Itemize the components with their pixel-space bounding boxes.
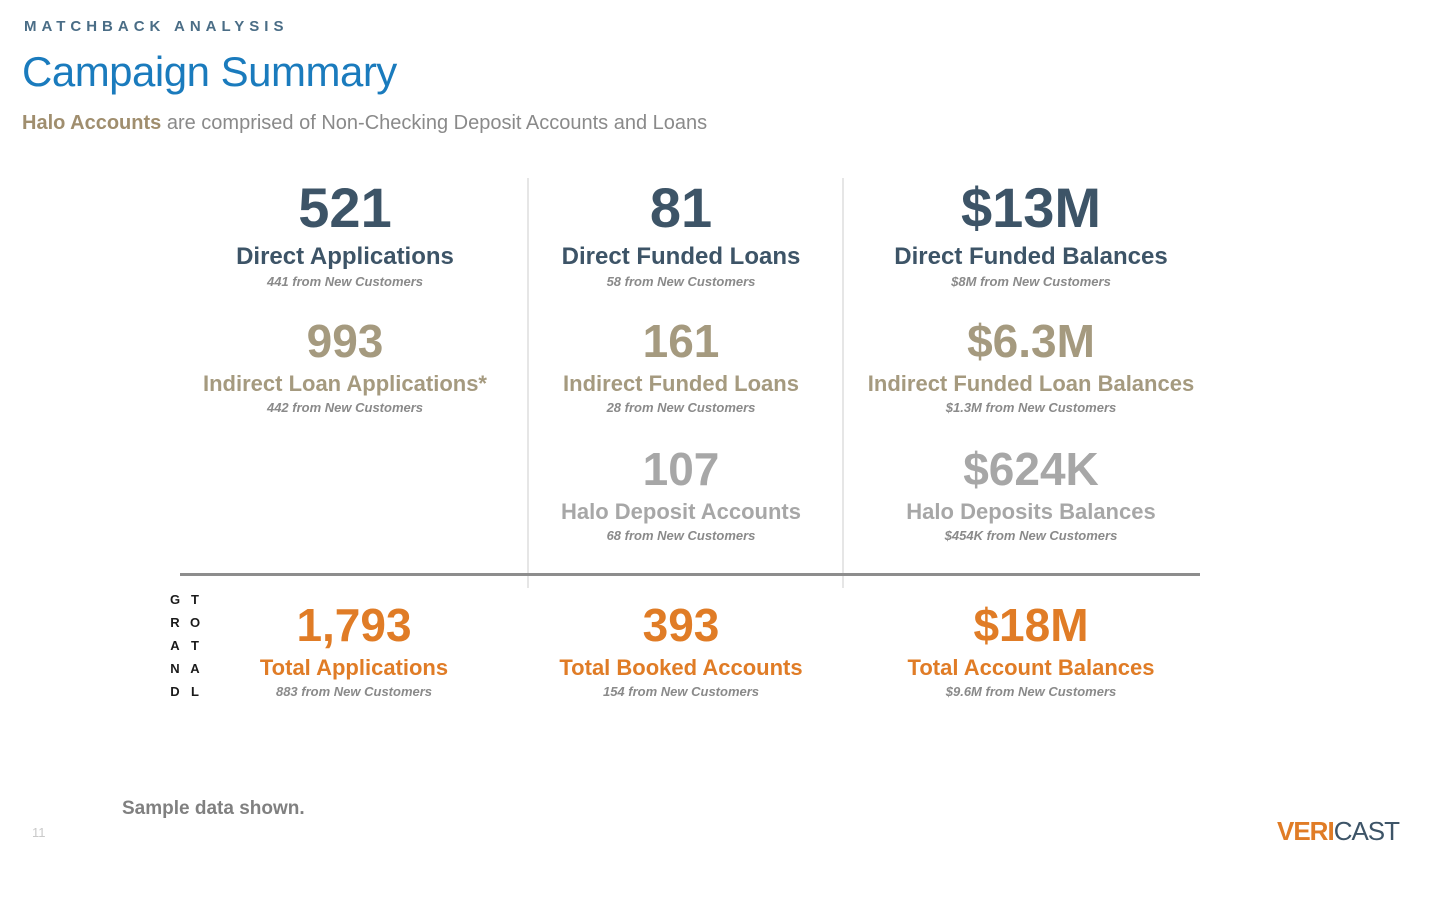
stat-label: Indirect Funded Loans xyxy=(563,371,799,396)
stat-label: Total Booked Accounts xyxy=(559,655,803,680)
subtitle-highlight: Halo Accounts xyxy=(22,112,162,134)
total-letter: A xyxy=(190,661,202,676)
stat-subtext: 58 from New Customers xyxy=(606,274,756,290)
stat-indirect-loan-applications xyxy=(165,315,525,416)
stat-indirect-funded-loan-balances xyxy=(851,315,1211,416)
stat-value: $6.3M xyxy=(967,315,1095,367)
stat-label: Indirect Funded Loan Balances xyxy=(867,371,1195,396)
logo-part-cast: CAST xyxy=(1333,816,1400,846)
total-letter: L xyxy=(191,684,201,699)
stat-value: 81 xyxy=(649,176,713,239)
stat-subtext: 154 from New Customers xyxy=(602,684,760,700)
stat-direct-funded-loans xyxy=(501,176,861,290)
stat-value: 1,793 xyxy=(296,599,412,651)
stat-subtext: $1.3M from New Customers xyxy=(945,400,1117,416)
grand-letter: A xyxy=(170,638,182,653)
stat-subtext: 28 from New Customers xyxy=(606,400,756,416)
stat-direct-funded-balances xyxy=(851,176,1211,290)
stat-value: 993 xyxy=(306,315,384,367)
total-letter: T xyxy=(191,592,201,607)
stat-label: Halo Deposits Balances xyxy=(906,499,1156,524)
stat-value: $624K xyxy=(963,443,1099,495)
vericast-logo xyxy=(1277,816,1399,847)
stat-label: Indirect Loan Applications* xyxy=(203,371,487,396)
grand-letter: N xyxy=(170,661,182,676)
totals-divider xyxy=(180,573,1200,576)
stat-label: Direct Applications xyxy=(236,243,454,270)
stat-subtext: $8M from New Customers xyxy=(951,274,1111,290)
stat-value: 107 xyxy=(642,443,720,495)
stat-subtext: $454K from New Customers xyxy=(944,528,1118,544)
stat-total-applications xyxy=(174,599,534,700)
total-letter: O xyxy=(189,615,203,630)
stat-value: 521 xyxy=(298,176,392,239)
grand-letter: G xyxy=(169,592,183,607)
page-number: 11 xyxy=(32,825,46,840)
sample-data-note: Sample data shown. xyxy=(122,798,305,819)
stat-subtext: 883 from New Customers xyxy=(275,684,433,700)
stat-direct-applications xyxy=(165,176,525,290)
stat-halo-deposit-accounts xyxy=(501,443,861,544)
logo-part-veri: VERI xyxy=(1277,816,1334,846)
stat-subtext: $9.6M from New Customers xyxy=(945,684,1117,700)
stat-halo-deposits-balances xyxy=(851,443,1211,544)
total-letter: T xyxy=(191,638,201,653)
stat-value: $13M xyxy=(960,176,1102,239)
page-subtitle xyxy=(22,112,707,135)
stat-label: Total Account Balances xyxy=(907,655,1155,680)
stat-total-booked-accounts xyxy=(501,599,861,700)
stat-total-account-balances xyxy=(851,599,1211,700)
grand-letter: D xyxy=(170,684,182,699)
stat-value: $18M xyxy=(973,599,1089,651)
stat-subtext: 68 from New Customers xyxy=(606,528,756,544)
stat-label: Total Applications xyxy=(259,655,449,680)
stat-subtext: 442 from New Customers xyxy=(266,400,424,416)
stat-value: 161 xyxy=(642,315,720,367)
stat-label: Direct Funded Balances xyxy=(894,243,1168,270)
stat-subtext: 441 from New Customers xyxy=(266,274,424,290)
stat-value: 393 xyxy=(642,599,720,651)
section-kicker: MATCHBACK ANALYSIS xyxy=(24,18,289,35)
stat-label: Halo Deposit Accounts xyxy=(561,499,801,524)
stat-indirect-funded-loans xyxy=(501,315,861,416)
grand-letter: R xyxy=(170,615,182,630)
subtitle-text: are comprised of Non-Checking Deposit Accounts and Loans xyxy=(161,112,708,134)
page-title: Campaign Summary xyxy=(22,48,397,95)
stat-label: Direct Funded Loans xyxy=(561,243,801,270)
